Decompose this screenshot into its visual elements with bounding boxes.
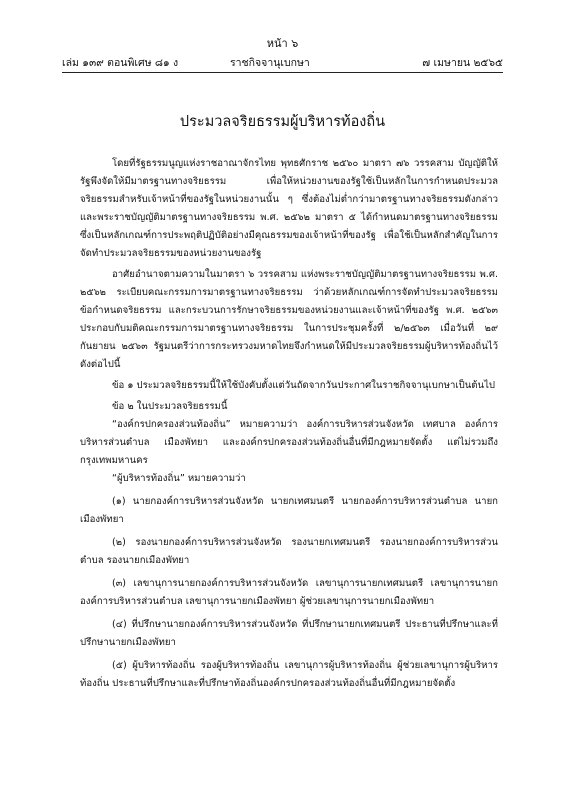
definition-local-government: “องค์กรปกครองส่วนท้องถิ่น” หมายความว่า องค์การบริหารส่วนจังหวัด เทศบาล องค์การบริหารส่วนตำบล เมืองพัทยา และองค์กรปกครองส่วนท้องถิ่นอื่นที่มีกฎหมายจัดตั้ง แต่ไม่รวมถึงกรุงเทพมหานคร: [80, 419, 498, 466]
definition-local-executive: “ผู้บริหารท้องถิ่น” หมายความว่า: [112, 473, 246, 484]
authority-paragraph: อาศัยอำนาจตามความในมาตรา ๖ วรรคสาม แห่งพระราชบัญญัติมาตรฐานทางจริยธรรม พ.ศ. ๒๕๖๒ ระเบียบคณะกรรมการมาตรฐานทางจริยธรรม ว่าด้วยหลักเกณฑ์การจัดทำประมวลจริยธรรม ข้อกำหนดจริยธรรม และกระบวนการรักษาจริยธรรมของหน่วยงานและเจ้าหน้าที่ของรัฐ พ.ศ. ๒๕๖๓ ประกอบกับมติคณะกรรมการมาตรฐานทางจริยธรรม ในการประชุมครั้งที่ ๒/๒๕๖๓ เมื่อวันที่ ๒๙ กันยายน ๒๕๖๓ รัฐมนตรีว่าการกระทรวงมหาดไทยจึงกำหนดให้มีประมวลจริยธรรมผู้บริหารท้องถิ่นไว้ ดังต่อไปนี้: [80, 269, 498, 370]
document-body: [80, 155, 498, 693]
definition-item-3: (๓) เลขานุการนายกองค์การบริหารส่วนจังหวัด เลขานุการนายกเทศมนตรี เลขานุการนายกองค์การบริหารส่วนตำบล เลขานุการนายกเมืองพัทยา ผู้ช่วยเลขานุการนายกเมืองพัทยา: [80, 578, 498, 607]
publication-date: ๗ เมษายน ๒๕๖๕: [422, 57, 503, 69]
document-title: ประมวลจริยธรรมผู้บริหารท้องถิ่น: [179, 114, 386, 130]
definition-item-5: (๕) ผู้บริหารท้องถิ่น รองผู้บริหารท้องถิ่น เลขานุการผู้บริหารท้องถิ่น ผู้ช่วยเลขานุการผู้บริหารท้องถิ่น ประธานที่ปรึกษาและที่ปรึกษาท้องถิ่นองค์กรปกครองส่วนท้องถิ่นอื่นที่มีกฎหมายจัดตั้ง: [80, 660, 498, 689]
volume-issue: เล่ม ๑๓๙ ตอนพิเศษ ๘๑ ง: [62, 57, 179, 69]
definition-item-2: (๒) รองนายกองค์การบริหารส่วนจังหวัด รองนายกเทศมนตรี รองนายกองค์การบริหารส่วนตำบล รองนายกเมืองพัทยา: [80, 537, 498, 566]
preamble-paragraph: โดยที่รัฐธรรมนูญแห่งราชอาณาจักรไทย พุทธศักราช ๒๕๖๐ มาตรา ๗๖ วรรคสาม บัญญัติให้รัฐพึงจัดให้มีมาตรฐานทางจริยธรรม เพื่อให้หน่วยงานของรัฐใช้เป็นหลักในการกำหนดประมวลจริยธรรมสำหรับเจ้าหน้าที่ของรัฐในหน่วยงานนั้น ๆ ซึ่งต้องไม่ต่ำกว่ามาตรฐานทางจริยธรรมดังกล่าว และพระราชบัญญัติมาตรฐานทางจริยธรรม พ.ศ. ๒๕๖๒ มาตรา ๕ ได้กำหนดมาตรฐานทางจริยธรรมซึ่งเป็นหลักเกณฑ์การประพฤติปฏิบัติอย่างมีคุณธรรมของเจ้าหน้าที่ของรัฐ เพื่อใช้เป็นหลักสำคัญในการจัดทำประมวลจริยธรรมของหน่วยงานของรัฐ: [80, 158, 498, 259]
header-rule: [62, 72, 503, 73]
definition-item-1: (๑) นายกองค์การบริหารส่วนจังหวัด นายกเทศมนตรี นายกองค์การบริหารส่วนตำบล นายกเมืองพัทยา: [80, 496, 498, 525]
gazette-name: ราชกิจจานุเบกษา: [230, 57, 310, 69]
definition-item-4: (๔) ที่ปรึกษานายกองค์การบริหารส่วนจังหวัด ที่ปรึกษานายกเทศมนตรี ประธานที่ปรึกษาและที่ปรึกษานายกเมืองพัทยา: [80, 619, 498, 648]
page-number: หน้า ๖: [266, 37, 299, 50]
clause-1: ข้อ ๑ ประมวลจริยธรรมนี้ให้ใช้บังคับตั้งแต่วันถัดจากวันประกาศในราชกิจจานุเบกษาเป็นต้นไป: [112, 380, 495, 391]
clause-2: ข้อ ๒ ในประมวลจริยธรรมนี้: [112, 401, 228, 412]
